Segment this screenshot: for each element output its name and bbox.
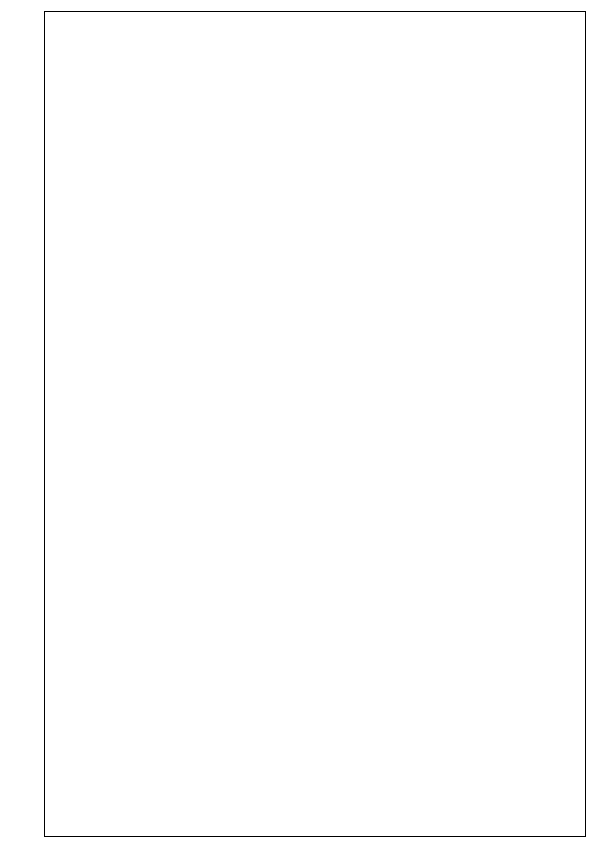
- drawing-sheet: [44, 11, 586, 837]
